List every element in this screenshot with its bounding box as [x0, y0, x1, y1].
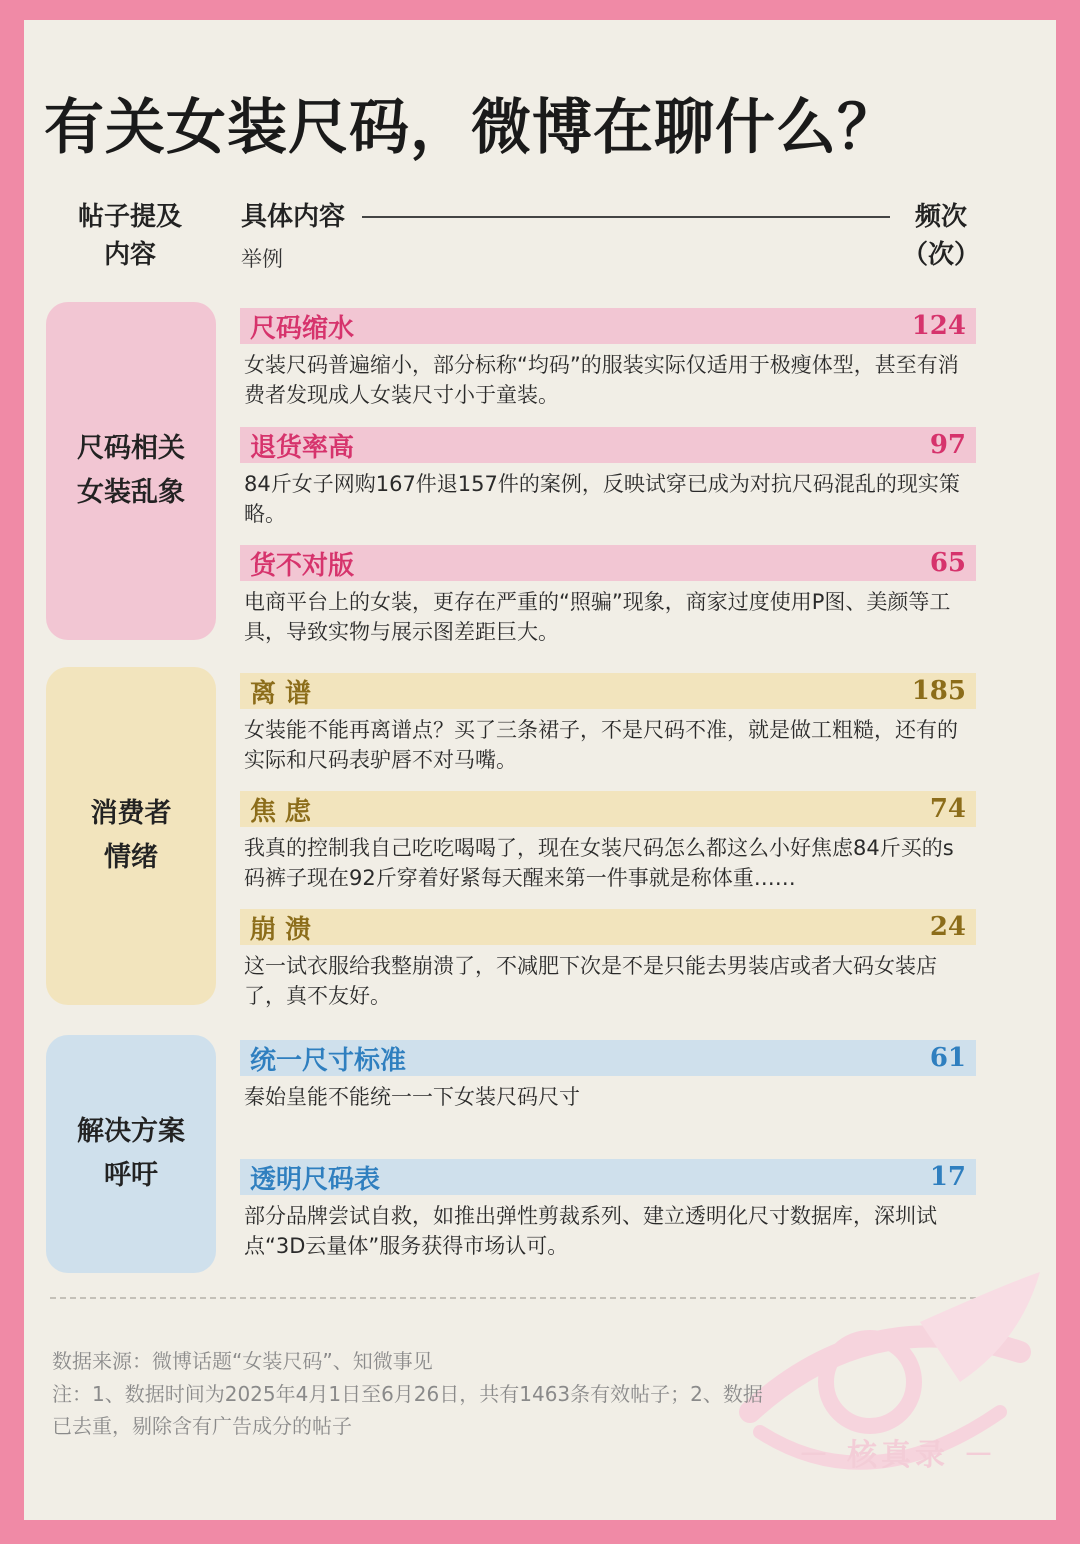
topic-example: 部分品牌尝试自救，如推出弹性剪裁系列、建立透明化尺寸数据库，深圳试点“3D云量体”服务获得市场认可。: [244, 1204, 937, 1258]
category-size-chaos: [46, 302, 216, 640]
category-label-line1: 尺码相关: [77, 433, 185, 464]
topic-item: [240, 673, 976, 775]
category-label-line2: 情绪: [104, 842, 158, 873]
topic-example: 女装能不能再离谱点？买了三条裙子，不是尺码不准，就是做工粗糙，还有的实际和尺码表驴唇不对马嘴。: [244, 718, 958, 772]
topic-count: 74: [929, 794, 966, 824]
topic-item: [240, 545, 976, 647]
header-category-line2: 内容: [103, 240, 156, 270]
brand-name: 核真录: [847, 1438, 949, 1473]
topic-bar: [240, 1040, 976, 1076]
category-label-line1: 消费者: [90, 798, 172, 829]
topic-name: 透明尺码表: [250, 1164, 381, 1195]
header-example: 举例: [241, 247, 283, 271]
topic-item: [240, 308, 976, 410]
category-consumer-emotion: [46, 667, 216, 1005]
topic-count: 65: [929, 548, 966, 578]
topic-count: 24: [929, 912, 966, 942]
header-frequency: [886, 198, 996, 274]
topic-item: [240, 791, 976, 893]
footnote-line1: 注：1、数据时间为2025年4月1日至6月26日，共有1463条有效帖子；2、数据: [52, 1382, 763, 1406]
topic-name: 尺码缩水: [250, 313, 355, 344]
topic-name: 焦 虑: [250, 796, 312, 827]
header-frequency-line1: 频次: [914, 202, 967, 232]
header-divider: [362, 216, 890, 218]
topic-example: 秦始皇能不能统一一下女装尺码尺寸: [244, 1085, 580, 1109]
topic-bar: [240, 545, 976, 581]
topic-item: [240, 909, 976, 1011]
category-label-line2: 女装乱象: [77, 477, 185, 508]
header-frequency-line2: （次）: [901, 240, 980, 270]
category-label-line1: 解决方案: [77, 1116, 185, 1147]
topic-example: 电商平台上的女装，更存在严重的“照骗”现象，商家过度使用P图、美颜等工具，导致实物与展示图差距巨大。: [244, 590, 951, 644]
topic-bar: [240, 427, 976, 463]
topic-name: 统一尺寸标准: [250, 1045, 407, 1076]
topic-bar: [240, 308, 976, 344]
header-content: 具体内容: [241, 202, 346, 232]
topic-item: [240, 427, 976, 529]
topic-example: 女装尺码普遍缩小，部分标称“均码”的服装实际仅适用于极瘦体型，甚至有消费者发现成人女装尺寸小于童装。: [244, 353, 959, 407]
topic-count: 185: [911, 676, 966, 706]
page-title: 有关女装尺码，微博在聊什么？: [44, 93, 898, 163]
topic-example: 这一试衣服给我整崩溃了，不减肥下次是不是只能去男装店或者大码女装店了，真不友好。: [244, 954, 937, 1008]
category-solution-call: [46, 1035, 216, 1273]
topic-count: 61: [929, 1043, 966, 1073]
topic-bar: [240, 1159, 976, 1195]
topic-count: 17: [929, 1162, 966, 1192]
topic-bar: [240, 673, 976, 709]
header-category-line1: 帖子提及: [77, 202, 182, 232]
header-category: [56, 198, 204, 274]
topic-name: 离 谱: [250, 678, 312, 709]
topic-bar: [240, 791, 976, 827]
footnote-line2: 已去重，剔除含有广告成分的帖子: [52, 1414, 352, 1438]
topic-example: 84斤女子网购167件退157件的案例，反映试穿已成为对抗尺码混乱的现实策略。: [244, 472, 960, 526]
category-label-line2: 呼吁: [104, 1160, 158, 1191]
topic-bar: [240, 909, 976, 945]
topic-name: 货不对版: [250, 550, 355, 581]
topic-name: 崩 溃: [250, 914, 312, 945]
topic-item: [240, 1159, 976, 1261]
topic-count: 97: [929, 430, 966, 460]
data-source: 数据来源：微博话题“女装尺码”、知微事见: [52, 1349, 433, 1373]
topic-name: 退货率高: [250, 432, 355, 463]
topic-count: 124: [911, 311, 966, 341]
brand-dash-right: －: [949, 1438, 998, 1473]
topic-example: 我真的控制我自己吃吃喝喝了，现在女装尺码怎么都这么小好焦虑84斤买的s码裤子现在92斤穿着好紧每天醒来第一件事就是称体重……: [244, 836, 954, 890]
topic-item: [240, 1040, 976, 1112]
brand-dash-left: －: [798, 1438, 847, 1473]
